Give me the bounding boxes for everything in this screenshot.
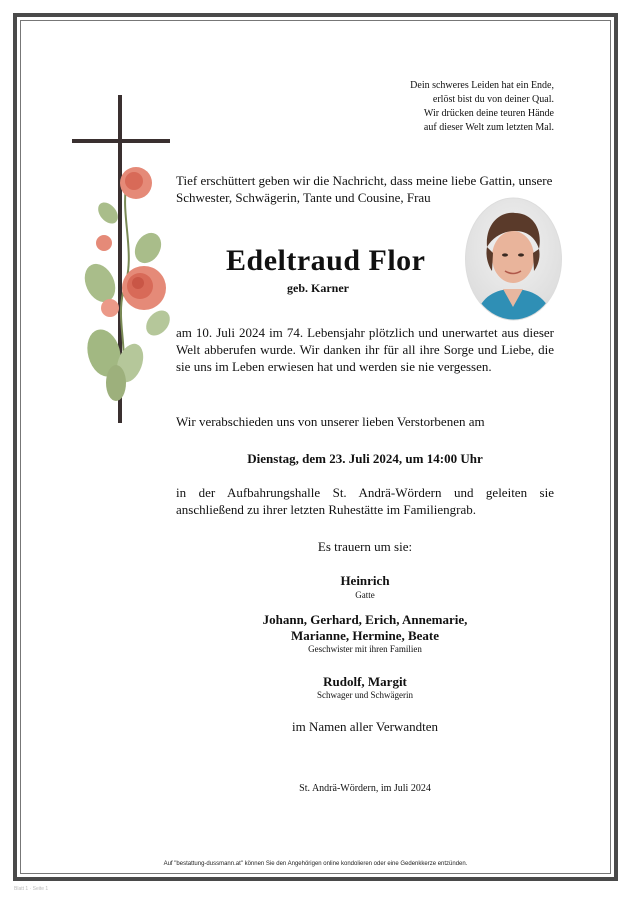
mourners-heading: Es trauern um sie:: [317, 539, 413, 554]
passing-text: am 10. Juli 2024 im 74. Lebensjahr plötzlich und unerwartet aus dieser Welt abberufen wurde. Wir danken ihr für all ihre Sorge und Liebe, die sie uns im Leben erwiesen hat und werden sie nie vergessen.: [176, 325, 554, 374]
print-mark: Blatt 1 · Seite 1: [14, 886, 49, 892]
cross-with-roses-icon: [68, 93, 183, 425]
intro-text: Tief erschüttert geben wir die Nachricht, dass meine liebe Gattin, unsere Schwester, Schwägerin, Tante und Cousine, Frau: [176, 173, 553, 205]
funeral-date: Dienstag, dem 23. Juli 2024, um 14:00 Uhr: [247, 451, 483, 466]
mourner-names-line: Johann, Gerhard, Erich, Annemarie,: [262, 612, 468, 627]
footer-note: Auf "bestattung-dussmann.at" können Sie den Angehörigen online kondolieren oder eine Gedenkkerze entzünden.: [163, 861, 468, 867]
maiden-name: geb. Karner: [287, 281, 349, 295]
poem: [254, 79, 554, 135]
mourner-names-line: Marianne, Hermine, Beate: [290, 628, 439, 643]
mourner-names: [176, 612, 554, 644]
burial-text: in der Aufbahrungshalle St. Andrä-Wördern und geleiten sie anschließend zu ihrer letzten Ruhestätte im Familiengrab.: [176, 485, 554, 517]
deceased-name: Edeltraud Flor: [226, 244, 426, 277]
poem-line: auf dieser Welt zum letzten Mal.: [423, 122, 554, 133]
mourner-names: Rudolf, Margit: [323, 674, 407, 689]
poem-line: erlöst bist du von deiner Qual.: [432, 94, 554, 105]
mourner-role: Gatte: [355, 590, 375, 600]
on-behalf-text: im Namen aller Verwandten: [292, 719, 438, 734]
mourner-names: Heinrich: [340, 573, 390, 588]
place-date: St. Andrä-Wördern, im Juli 2024: [299, 783, 431, 794]
mourner-role: Schwager und Schwägerin: [317, 690, 413, 700]
poem-line: Wir drücken deine teuren Hände: [423, 108, 554, 119]
mourner-role: Geschwister mit ihren Familien: [308, 644, 422, 654]
poem-line: Dein schweres Leiden hat ein Ende,: [410, 80, 554, 91]
farewell-text: Wir verabschieden uns von unserer lieben Verstorbenen am: [176, 414, 485, 429]
portrait-photo: [465, 197, 562, 321]
